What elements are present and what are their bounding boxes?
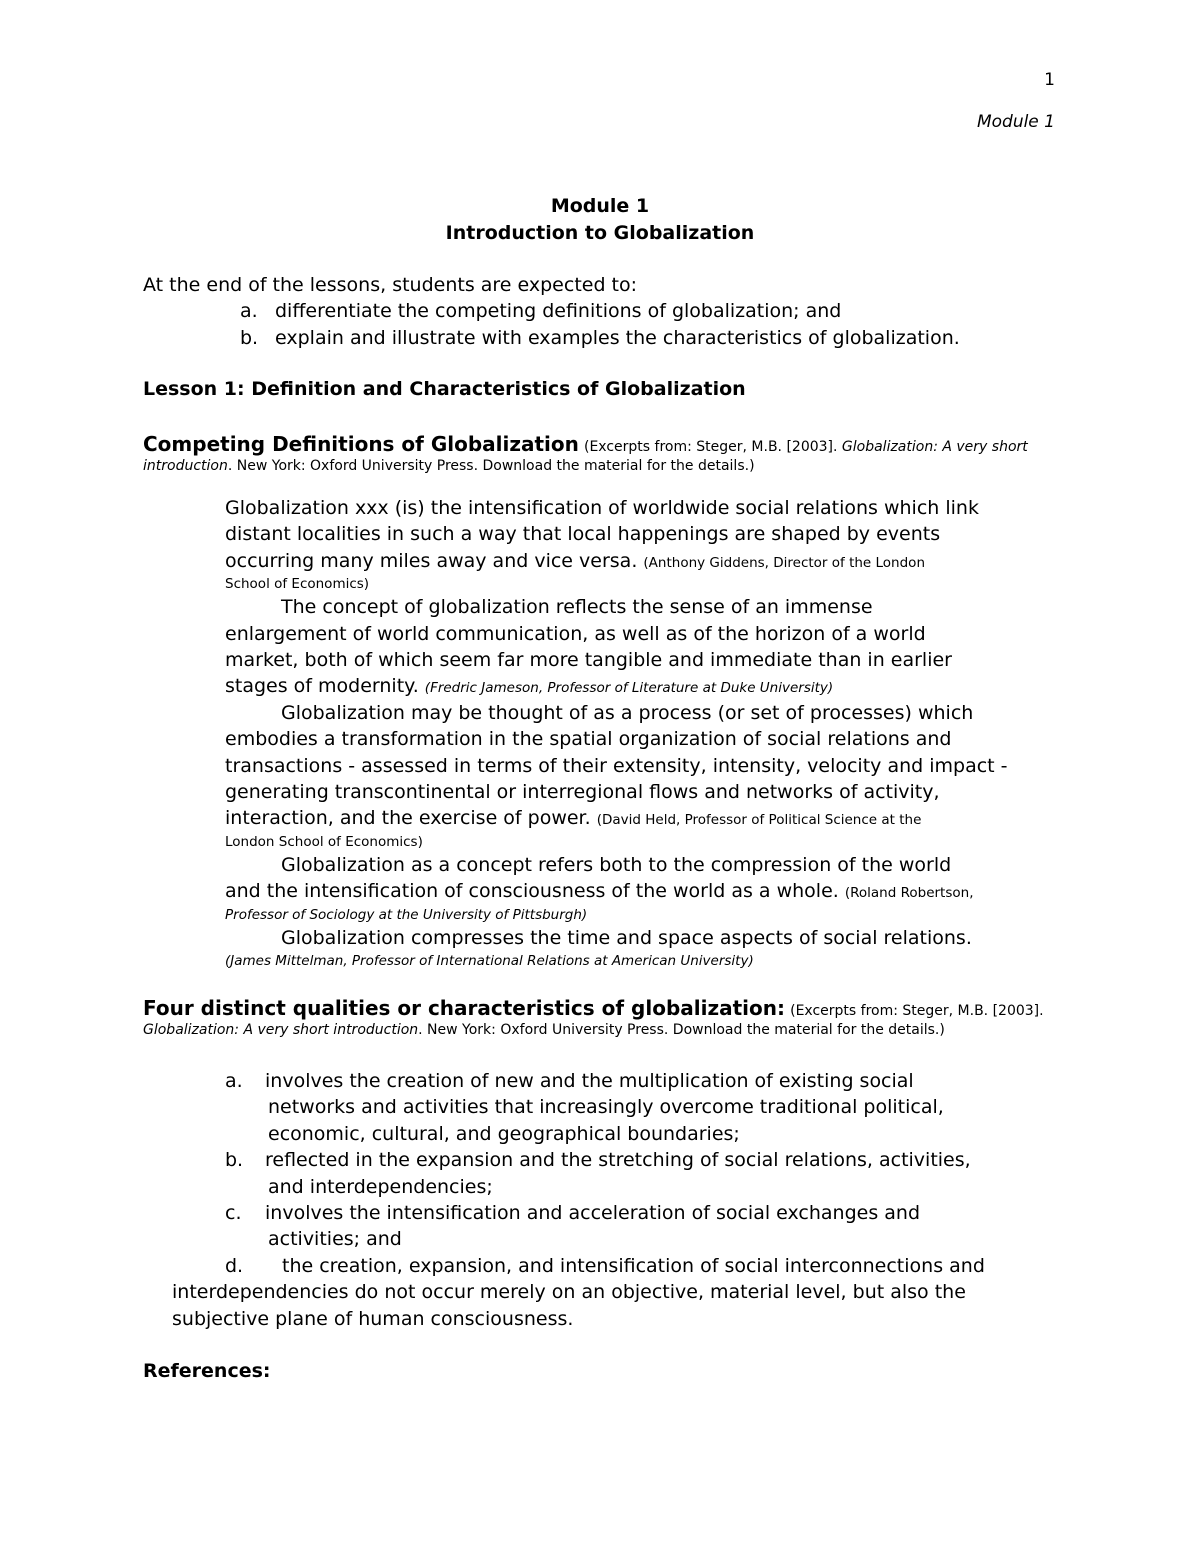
- definitions-quotes: [225, 495, 1055, 971]
- qualities-cite-line2: Globalization: A very short introduction. New York: Oxford University Press. Download the material for the details.): [143, 1022, 945, 1038]
- quality-item-b-line: and interdependencies;: [268, 1175, 493, 1198]
- quote-held-cite: (David Held, Professor of Political Science at the: [596, 812, 922, 829]
- objective-item: [240, 327, 960, 349]
- quality-item-a: a. involves the creation of new and the multiplication of existing social: [225, 1070, 914, 1092]
- quote-jameson-line: stages of modernity. (Fredric Jameson, Professor of Literature at Duke University): [225, 675, 834, 698]
- quote-giddens-cite: (Anthony Giddens, Director of the London: [643, 554, 925, 571]
- quality-item-c-line: activities; and: [268, 1228, 402, 1251]
- definitions-heading: Competing Definitions of Globalization: [143, 432, 579, 456]
- quality-item-d: d. the creation, expansion, and intensification of social interconnections and: [225, 1254, 985, 1277]
- quote-mittelman-line: Globalization compresses the time and space aspects of social relations.: [281, 926, 972, 949]
- quote-jameson-line: market, both of which seem far more tangible and immediate than in earlier: [225, 649, 952, 672]
- quote-giddens-line: occurring many miles away and vice versa. (Anthony Giddens, Director of the London: [225, 549, 925, 572]
- objectives-intro: At the end of the lessons, students are expected to:: [143, 274, 638, 296]
- quote-giddens-line: distant localities in such a way that local happenings are shaped by events: [225, 523, 941, 546]
- quality-item-d-line: subjective plane of human consciousness.: [172, 1307, 574, 1330]
- quality-item-a-line: economic, cultural, and geographical boundaries;: [268, 1122, 740, 1145]
- page-number: 1: [1044, 70, 1055, 90]
- definitions-cite: (Excerpts from: Steger, M.B. [2003]. Globalization: A very short: [583, 439, 1028, 455]
- quote-giddens-cite-2: School of Economics): [225, 576, 370, 593]
- qualities-list: [172, 1068, 1055, 1332]
- objective-item: [240, 300, 841, 322]
- quote-robertson-line: and the intensification of consciousness of the world as a whole. (Roland Robertson,: [225, 880, 974, 903]
- module-subtitle: Introduction to Globalization: [445, 222, 755, 244]
- quote-held-line: embodies a transformation in the spatial organization of social relations and: [225, 728, 952, 751]
- qualities-cite: (Excerpts from: Steger, M.B. [2003].: [790, 1003, 1044, 1019]
- objective-label: b.: [240, 327, 259, 349]
- quote-held-cite-2: London School of Economics): [225, 833, 423, 850]
- quality-item-a-line: networks and activities that increasingly overcome traditional political,: [268, 1096, 944, 1119]
- running-head: Module 1: [976, 112, 1055, 132]
- references-heading: References:: [143, 1360, 271, 1382]
- quote-jameson-line: enlargement of world communication, as well as of the horizon of a world: [225, 622, 926, 645]
- qualities-heading: Four distinct qualities or characteristics of globalization:: [143, 996, 786, 1020]
- definitions-heading-line: [143, 432, 1028, 456]
- objective-label: a.: [240, 300, 258, 322]
- quote-held-line: transactions - assessed in terms of their extensity, intensity, velocity and impact -: [225, 754, 1008, 777]
- quote-mittelman-cite: (James Mittelman, Professor of International Relations at American University): [225, 953, 754, 970]
- quality-item-b: b. reflected in the expansion and the stretching of social relations, activities,: [225, 1149, 971, 1172]
- lesson-title: Lesson 1: Definition and Characteristics of Globalization: [143, 378, 746, 400]
- objective-text: differentiate the competing definitions of globalization; and: [275, 300, 842, 322]
- qualities-heading-line: [143, 996, 1044, 1020]
- quote-jameson-line: The concept of globalization reflects the sense of an immense: [281, 596, 873, 619]
- quote-robertson-cite: (Roland Robertson,: [844, 885, 974, 902]
- quote-jameson-cite: (Fredric Jameson, Professor of Literature at Duke University): [424, 680, 834, 697]
- objective-text: explain and illustrate with examples the characteristics of globalization.: [275, 327, 960, 349]
- module-title: Module 1: [550, 195, 650, 217]
- quote-robertson-line: Globalization as a concept refers both to the compression of the world: [281, 853, 952, 876]
- quote-robertson-cite-2: Professor of Sociology at the University of Pittsburgh): [225, 906, 588, 923]
- quote-held-line: interaction, and the exercise of power. (David Held, Professor of Political Science at the: [225, 807, 922, 830]
- quote-giddens-line: Globalization xxx (is) the intensification of worldwide social relations which link: [225, 497, 979, 519]
- quality-item-d-line: interdependencies do not occur merely on an objective, material level, but also the: [172, 1281, 966, 1304]
- quote-held-line: Globalization may be thought of as a process (or set of processes) which: [281, 701, 974, 724]
- quote-held-line: generating transcontinental or interregional flows and networks of activity,: [225, 781, 940, 804]
- definitions-cite-line2: introduction. New York: Oxford University Press. Download the material for the details.): [143, 458, 755, 474]
- quality-item-c: c. involves the intensification and acceleration of social exchanges and: [225, 1202, 921, 1225]
